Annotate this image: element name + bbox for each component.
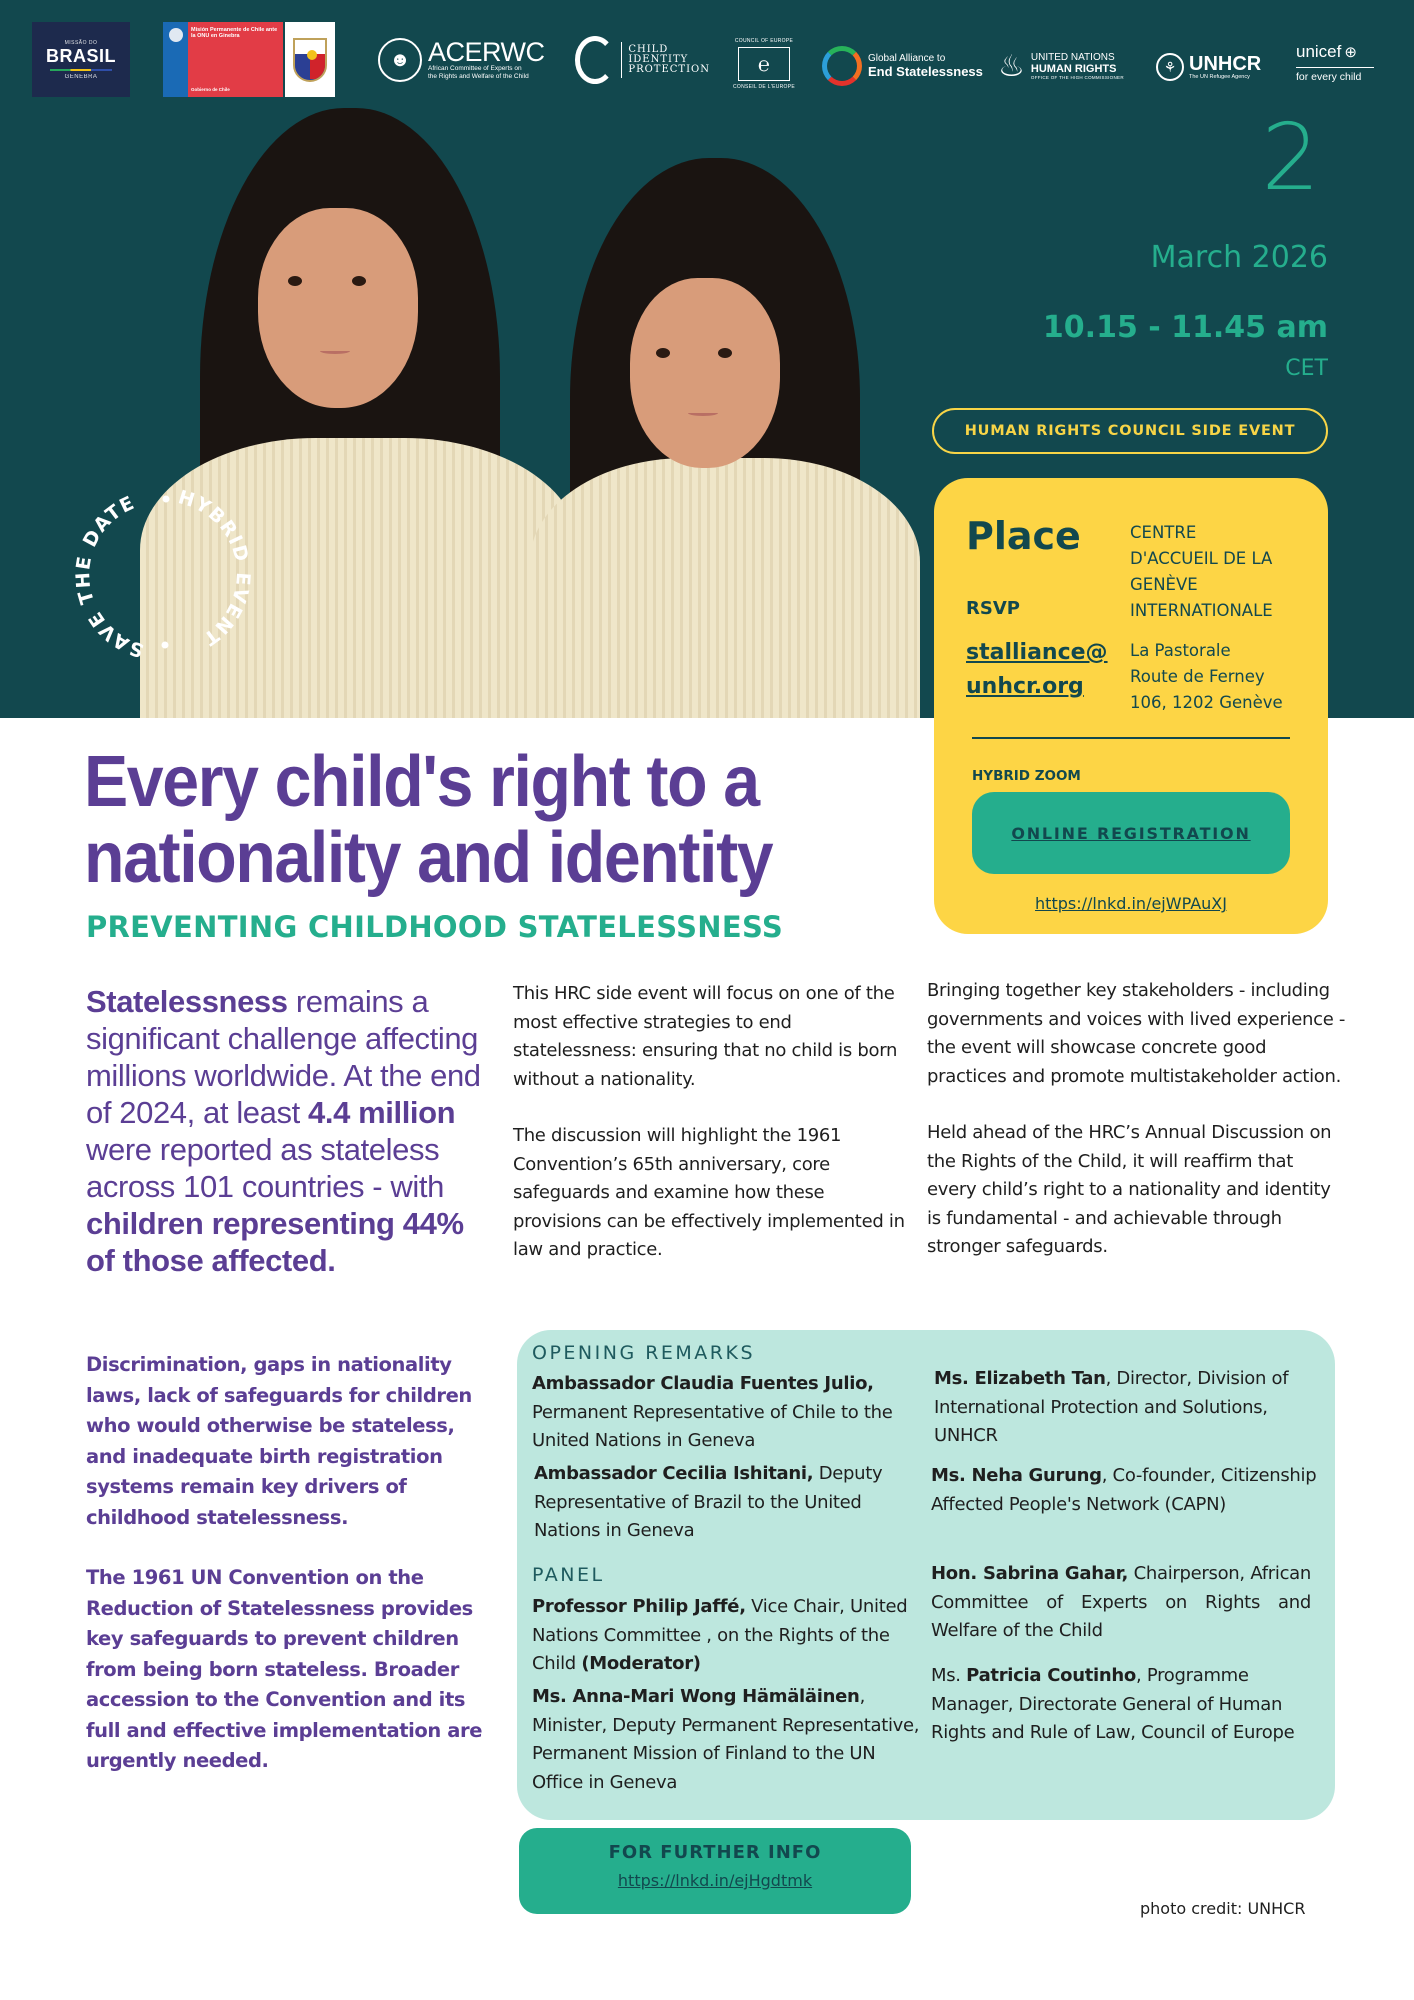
rsvp-email-link[interactable]: stalliance@ unhcr.org <box>966 640 1108 699</box>
page-title: Every child's right to a nationality and identity <box>84 742 773 898</box>
divider <box>972 737 1290 739</box>
further-info-box <box>519 1828 911 1914</box>
middle-column-text: This HRC side event will focus on one of the most effective strategies to end statelessness: ensuring that no child is born without a nationality. The discussion will highlight the 1961 Convention’s 65th anniversary, core safeguards and examine how these provisions can be effectively implemented in law and practice. <box>513 983 905 1260</box>
logo-unicef: unicef ⊕ for every child <box>1296 42 1381 94</box>
event-timezone: CET <box>1285 356 1328 381</box>
chile-coat-of-arms-icon <box>169 28 183 42</box>
acerwc-emblem-icon: ☻ <box>378 38 422 82</box>
badge-dot <box>163 496 170 503</box>
coe-stars-icon: ℮ <box>738 47 790 81</box>
lead-paragraph: Statelessness remains a significant challenge affecting millions worldwide. At the end of 2024, at least 4.4 million were reported as stateless across 101 countries - with children representing 44% of those affected. <box>86 984 481 1278</box>
logo-philippines-seal <box>285 22 335 97</box>
speaker-item: Ambassador Claudia Fuentes Julio, Permanent Representative of Chile to the United Nations in Geneva <box>532 1373 893 1451</box>
logo-un-human-rights: ♨ UNITED NATIONS HUMAN RIGHTS OFFICE OF THE HIGH COMMISSIONER <box>998 49 1124 83</box>
venue-name: CENTRE D'ACCUEIL DE LA GENÈVE INTERNATIONALE <box>1130 523 1273 620</box>
hybrid-zoom-label: HYBRID ZOOM <box>972 768 1081 784</box>
speaker-item: Ms. Anna-Mari Wong Hämäläinen, Minister, Deputy Permanent Representative, Permanent Mission of Finland to the UN Office in Geneva <box>532 1686 920 1793</box>
venue-address: La Pastorale Route de Ferney 106, 1202 Genève <box>1130 641 1283 712</box>
speaker-item: Ms. Neha Gurung, Co-founder, Citizenship Affected People's Network (CAPN) <box>931 1465 1317 1515</box>
photo-credit: photo credit: UNHCR <box>1140 1899 1306 1918</box>
rainbow-ring-icon <box>822 46 862 86</box>
further-info-title: FOR FURTHER INFO <box>608 1842 822 1863</box>
opening-remarks-heading: OPENING REMARKS <box>532 1342 756 1364</box>
page-subtitle: PREVENTING CHILDHOOD STATELESSNESS <box>86 910 784 944</box>
unhcr-emblem-icon: ⚘ <box>1156 53 1184 81</box>
speaker-item: Ms. Elizabeth Tan, Director, Division of International Protection and Solutions, UNHCR <box>934 1368 1289 1446</box>
logo-council-of-europe: COUNCIL OF EUROPE ℮ CONSEIL DE L'EUROPE <box>732 38 796 90</box>
event-day: 2 <box>1261 104 1320 211</box>
logo-acerwc: ☻ ACERWC African Committee of Experts on the Rights and Welfare of the Child <box>378 34 550 86</box>
registration-link[interactable]: https://lnkd.in/ejWPAuXJ <box>1035 894 1227 913</box>
speakers-box <box>517 1330 1335 1820</box>
event-month-year: March 2026 <box>1150 240 1328 275</box>
event-time: 10.15 - 11.45 am <box>1042 310 1328 345</box>
hybrid-event-text: HYBRID EVENT <box>175 486 255 651</box>
logo-missao-brasil: MISSÃO DO BRASIL GENEBRA <box>32 22 130 97</box>
child-right <box>500 158 920 718</box>
logo-unhcr: ⚘ UNHCR The UN Refugee Agency <box>1156 44 1281 90</box>
badge-dot <box>162 642 169 649</box>
speaker-item: Ambassador Cecilia Ishitani, Deputy Representative of Brazil to the United Nations in Geneva <box>534 1463 883 1541</box>
speaker-item: Ms. Patricia Coutinho, Programme Manager, Directorate General of Human Rights and Rule of Law, Council of Europe <box>931 1665 1295 1743</box>
right-column-text: Bringing together key stakeholders - including governments and voices with lived experience - the event will showcase concrete good practices and promote multistakeholder action. Held ahead of the HRC’s Annual Discussion on the Rights of the Child, it will reaffirm that every child’s right to a nationality and identity is fundamental - and achievable through stronger safeguards. <box>927 980 1346 1257</box>
event-type-pill: HUMAN RIGHTS COUNCIL SIDE EVENT <box>932 408 1328 454</box>
save-the-date-text: SAVE THE DATE <box>71 491 147 662</box>
place-label: Place <box>966 514 1081 558</box>
philippines-shield-icon <box>293 38 327 82</box>
unicef-globe-icon: ⊕ <box>1344 44 1357 61</box>
further-info-link[interactable]: https://lnkd.in/ejHgdtmk <box>617 1871 813 1890</box>
speaker-item: Professor Philip Jaffé, Vice Chair, United Nations Committee , on the Rights of the Child (Moderator) <box>532 1596 908 1674</box>
partner-logos <box>0 20 1414 100</box>
speaker-item: Hon. Sabrina Gahar, Chairperson, African Committee of Experts on Rights and Welfare of the Child <box>931 1563 1311 1641</box>
flame-wreath-icon: ♨ <box>998 49 1025 83</box>
rsvp-label: RSVP <box>966 598 1020 619</box>
place-card <box>934 478 1328 934</box>
logo-global-alliance-end-statelessness: Global Alliance to End Statelessness <box>822 44 987 88</box>
panel-heading: PANEL <box>532 1564 605 1586</box>
logo-child-identity-protection: CHILD IDENTITY PROTECTION <box>575 34 710 86</box>
save-the-date-badge <box>65 475 265 675</box>
logo-chile-mission: Misión Permanente de Chile ante la ONU en Ginebra Gobierno de Chile <box>163 22 283 97</box>
online-registration-button[interactable]: ONLINE REGISTRATION <box>972 792 1290 874</box>
fingerprint-c-icon <box>575 36 615 84</box>
left-body-text: Discrimination, gaps in nationality laws, lack of safeguards for children who would otherwise be stateless, and inadequate birth registration systems remain key drivers of childhood statelessness. The 1961 UN Convention on the Reduction of Statelessness provides key safeguards to prevent children from being born stateless. Broader accession to the Convention and its full and effective implementation are urgently needed. <box>86 1353 483 1772</box>
